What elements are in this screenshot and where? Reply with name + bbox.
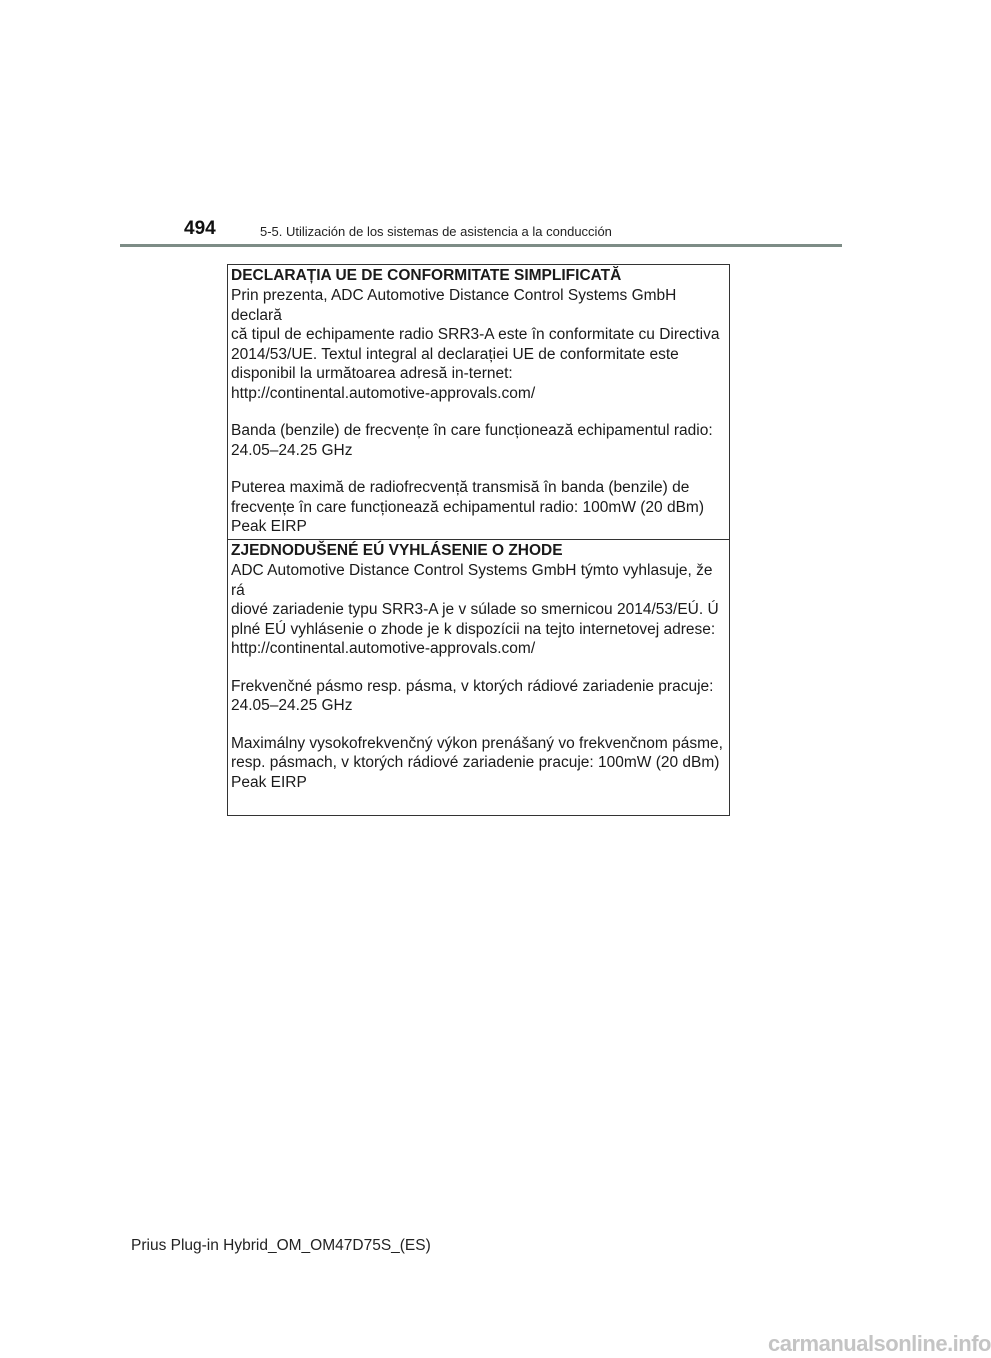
- declaration-slovak-paragraph: ADC Automotive Distance Control Systems GmbH týmto vyhlasuje, že rá diové zariadenie typu SRR3-A je v súlade so smernicou 2014/53/EÚ. Ú plné EÚ vyhlásenie o zhode je k dispozícii na tejto internetovej adrese: http://continental.automotive-approvals.com/: [231, 562, 719, 657]
- declaration-slovak-heading: ZJEDNODUŠENÉ EÚ VYHLÁSENIE O ZHODE: [231, 542, 563, 559]
- declaration-slovak: [228, 540, 729, 814]
- page-number: 494: [184, 218, 216, 239]
- declaration-slovak-power: Maximálny vysokofrekvenčný výkon prenášaný vo frekvenčnom pásme, resp. pásmach, v ktorých rádiové zariadenie pracuje: 100mW (20 dBm) Peak EIRP: [231, 734, 723, 791]
- declaration-romanian-frequency: Banda (benzile) de frecvențe în care funcționează echipamentul radio: 24.05–24.25 GHz: [231, 422, 713, 459]
- declaration-romanian-paragraph: Prin prezenta, ADC Automotive Distance Control Systems GmbH declară că tipul de echipamente radio SRR3-A este în conformitate cu Directiva 2014/53/UE. Textul integral al declarației UE de conformitate este disponibil la următoarea adresă in-ternet: http://continental.automotive-approvals.com/: [231, 287, 720, 402]
- declaration-slovak-frequency: Frekvenčné pásmo resp. pásma, v ktorých rádiové zariadenie pracuje: 24.05–24.25 GHz: [231, 677, 714, 714]
- declaration-romanian: [228, 265, 729, 540]
- watermark: carmanualsonline.info: [768, 1331, 991, 1356]
- declaration-box: [227, 264, 730, 816]
- declaration-romanian-power: Puterea maximă de radiofrecvență transmisă în banda (benzile) de frecvențe în care funcționează echipamentul radio: 100mW (20 dBm) Peak EIRP: [231, 479, 704, 535]
- section-title: 5-5. Utilización de los sistemas de asistencia a la conducción: [260, 224, 612, 239]
- header-rule: [120, 244, 842, 247]
- declaration-romanian-heading: DECLARAȚIA UE DE CONFORMITATE SIMPLIFICATĂ: [231, 267, 622, 284]
- footer-document-id: Prius Plug-in Hybrid_OM_OM47D75S_(ES): [131, 1237, 431, 1254]
